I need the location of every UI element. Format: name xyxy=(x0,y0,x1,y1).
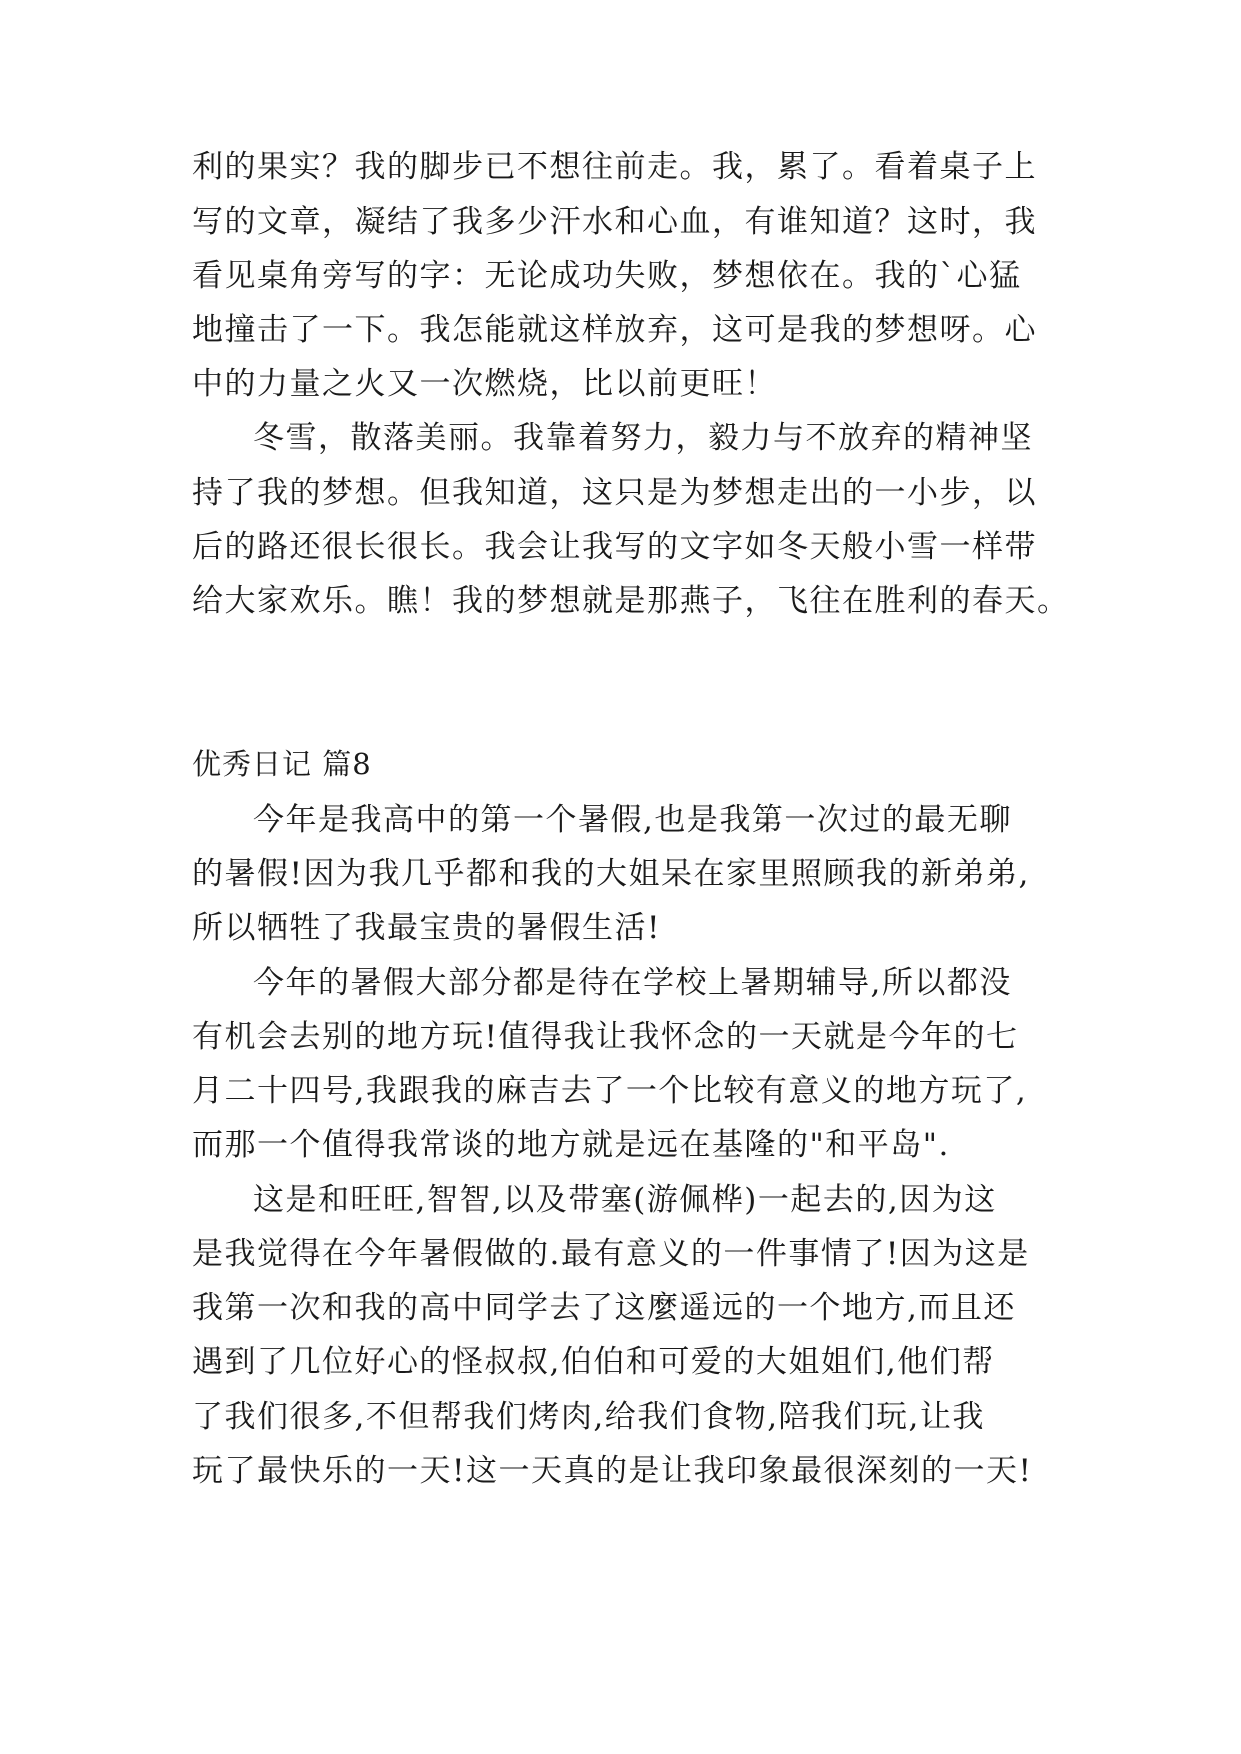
paragraph-line: 玩了最快乐的一天!这一天真的是让我印象最很深刻的一天! xyxy=(192,1453,1033,1489)
paragraph-line: 持了我的梦想。但我知道，这只是为梦想走出的一小步，以 xyxy=(192,475,1037,511)
paragraph-line: 有机会去别的地方玩!值得我让我怀念的一天就是今年的七 xyxy=(192,1019,1019,1055)
paragraph-line: 看见桌角旁写的字：无论成功失败，梦想依在。我的`心猛 xyxy=(192,258,1022,294)
paragraph-line: 所以牺牲了我最宝贵的暑假生活! xyxy=(192,910,661,946)
paragraph-line: 写的文章，凝结了我多少汗水和心血，有谁知道？这时，我 xyxy=(192,204,1037,240)
section-heading: 优秀日记 篇8 xyxy=(192,747,372,781)
paragraph-line: 遇到了几位好心的怪叔叔,伯伯和可爱的大姐姐们,他们帮 xyxy=(192,1344,995,1380)
paragraph-line: 后的路还很长很长。我会让我写的文字如冬天般小雪一样带 xyxy=(192,529,1037,565)
paragraph-line: 今年是我高中的第一个暑假,也是我第一次过的最无聊 xyxy=(253,802,1012,838)
paragraph-line: 而那一个值得我常谈的地方就是远在基隆的"和平岛". xyxy=(192,1127,950,1163)
paragraph-line: 地撞击了一下。我怎能就这样放弃，这可是我的梦想呀。心 xyxy=(192,312,1037,348)
paragraph-line: 今年的暑假大部分都是待在学校上暑期辅导,所以都没 xyxy=(253,965,1012,1001)
paragraph-line: 冬雪，散落美丽。我靠着努力，毅力与不放弃的精神坚 xyxy=(253,420,1033,456)
paragraph-line: 了我们很多,不但帮我们烤肉,给我们食物,陪我们玩,让我 xyxy=(192,1399,985,1435)
paragraph-line: 给大家欢乐。瞧！我的梦想就是那燕子，飞往在胜利的春天。 xyxy=(192,583,1070,619)
paragraph-line: 的暑假!因为我几乎都和我的大姐呆在家里照顾我的新弟弟, xyxy=(192,856,1030,892)
paragraph-line: 利的果实？我的脚步已不想往前走。我，累了。看着桌子上 xyxy=(192,149,1037,185)
paragraph-line: 我第一次和我的高中同学去了这麼遥远的一个地方,而且还 xyxy=(192,1290,1016,1326)
paragraph-line: 是我觉得在今年暑假做的.最有意义的一件事情了!因为这是 xyxy=(192,1236,1030,1272)
paragraph-line: 中的力量之火又一次燃烧，比以前更旺！ xyxy=(192,366,777,402)
paragraph-line: 这是和旺旺,智智,以及带塞(游佩桦)一起去的,因为这 xyxy=(253,1182,997,1218)
paragraph-line: 月二十四号,我跟我的麻吉去了一个比较有意义的地方玩了, xyxy=(192,1073,1028,1109)
